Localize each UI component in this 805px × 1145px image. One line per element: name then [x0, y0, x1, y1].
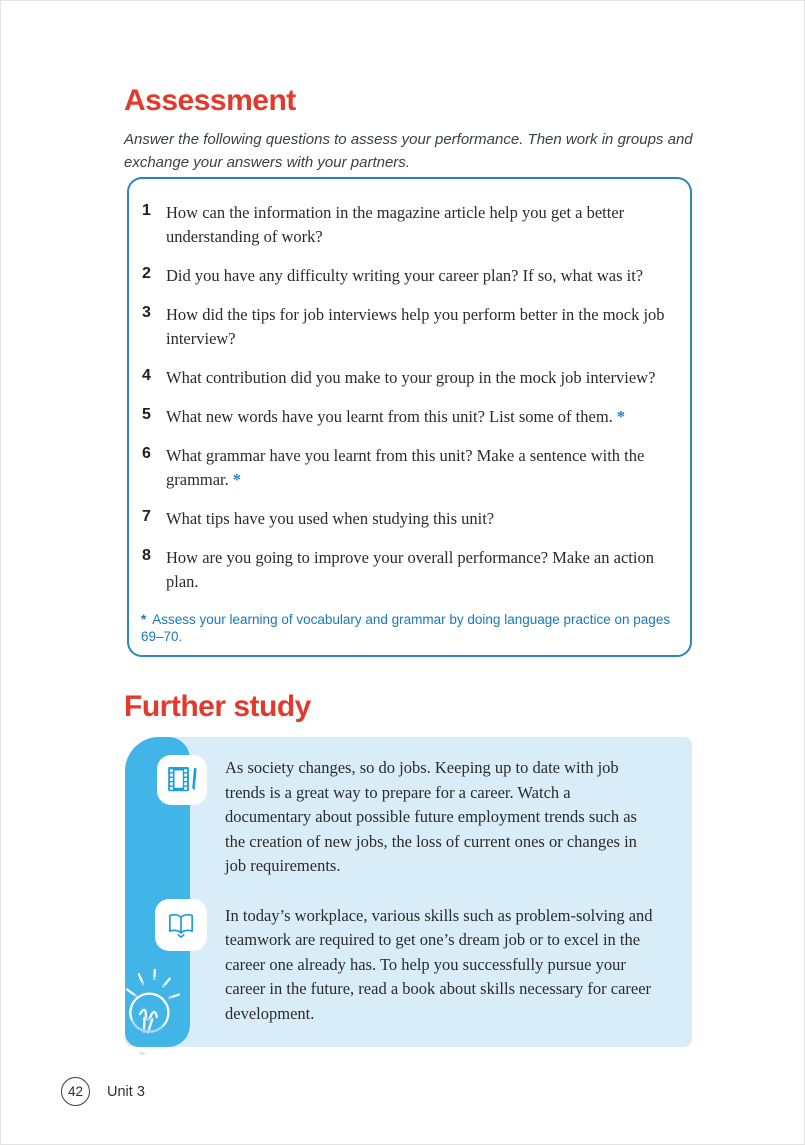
question-row — [142, 264, 674, 288]
footnote-star: * — [141, 611, 147, 627]
unit-label: Unit 3 — [107, 1083, 145, 1100]
question-text: How can the information in the magazine article help you get a better understanding of work? — [166, 203, 625, 246]
open-book-glyph — [161, 905, 201, 945]
book-icon — [155, 899, 207, 951]
assessment-footnote — [141, 611, 674, 646]
assessment-heading: Assessment — [124, 84, 296, 117]
page-number-badge: 42 — [61, 1077, 90, 1106]
question-number: 7 — [142, 508, 151, 525]
footnote-text: Assess your learning of vocabulary and grammar by doing language practice on pages 69–70. — [141, 611, 671, 645]
question-number: 3 — [142, 304, 151, 321]
question-row — [142, 201, 674, 249]
lightbulb-glyph — [107, 958, 196, 1073]
question-number: 2 — [142, 265, 151, 282]
question-row — [142, 366, 674, 390]
question-row — [142, 546, 674, 594]
film-strip-glyph — [163, 761, 201, 799]
page-footer — [61, 1077, 145, 1106]
question-number: 4 — [142, 367, 151, 384]
question-row — [142, 303, 674, 351]
video-icon — [157, 755, 207, 805]
question-row — [142, 405, 674, 429]
question-row — [142, 507, 674, 531]
footnote-star: * — [616, 407, 626, 426]
question-text: What new words have you learnt from this unit? List some of them. * — [166, 407, 626, 426]
question-number: 8 — [142, 547, 151, 564]
question-text: How did the tips for job interviews help you perform better in the mock job interview? — [166, 305, 665, 348]
further-study-text — [225, 756, 657, 1051]
further-study-heading: Further study — [124, 690, 311, 723]
assessment-question-box — [127, 177, 692, 657]
question-text: Did you have any difficulty writing your career plan? If so, what was it? — [166, 266, 644, 285]
question-number: 6 — [142, 445, 151, 462]
question-text: What tips have you used when studying this unit? — [166, 509, 495, 528]
question-number: 5 — [142, 406, 151, 423]
assessment-instructions: Answer the following questions to assess your performance. Then work in groups and exchange your answers with your partners. — [124, 131, 693, 171]
question-row — [142, 444, 674, 492]
question-text: What grammar have you learnt from this unit? Make a sentence with the grammar. * — [166, 446, 645, 489]
footnote-star: * — [232, 470, 242, 489]
question-text: What contribution did you make to your group in the mock job interview? — [166, 368, 656, 387]
lightbulb-icon — [107, 958, 196, 1073]
further-study-panel — [125, 737, 692, 1047]
question-number: 1 — [142, 202, 151, 219]
study-paragraph-book: In today’s workplace, various skills such as problem-solving and teamwork are required to get one’s dream job or to excel in the career one already has. To help you successfully pursue your career in the future, read a book about skills necessary for career development. — [225, 905, 653, 1023]
study-paragraph-video: As society changes, so do jobs. Keeping up to date with job trends is a great way to prepare for a career. Watch a documentary about possible future employment trends such as the creation of new jobs, the loss of current ones or changes in job requirements. — [225, 758, 637, 875]
question-text: How are you going to improve your overall performance? Make an action plan. — [166, 548, 654, 591]
